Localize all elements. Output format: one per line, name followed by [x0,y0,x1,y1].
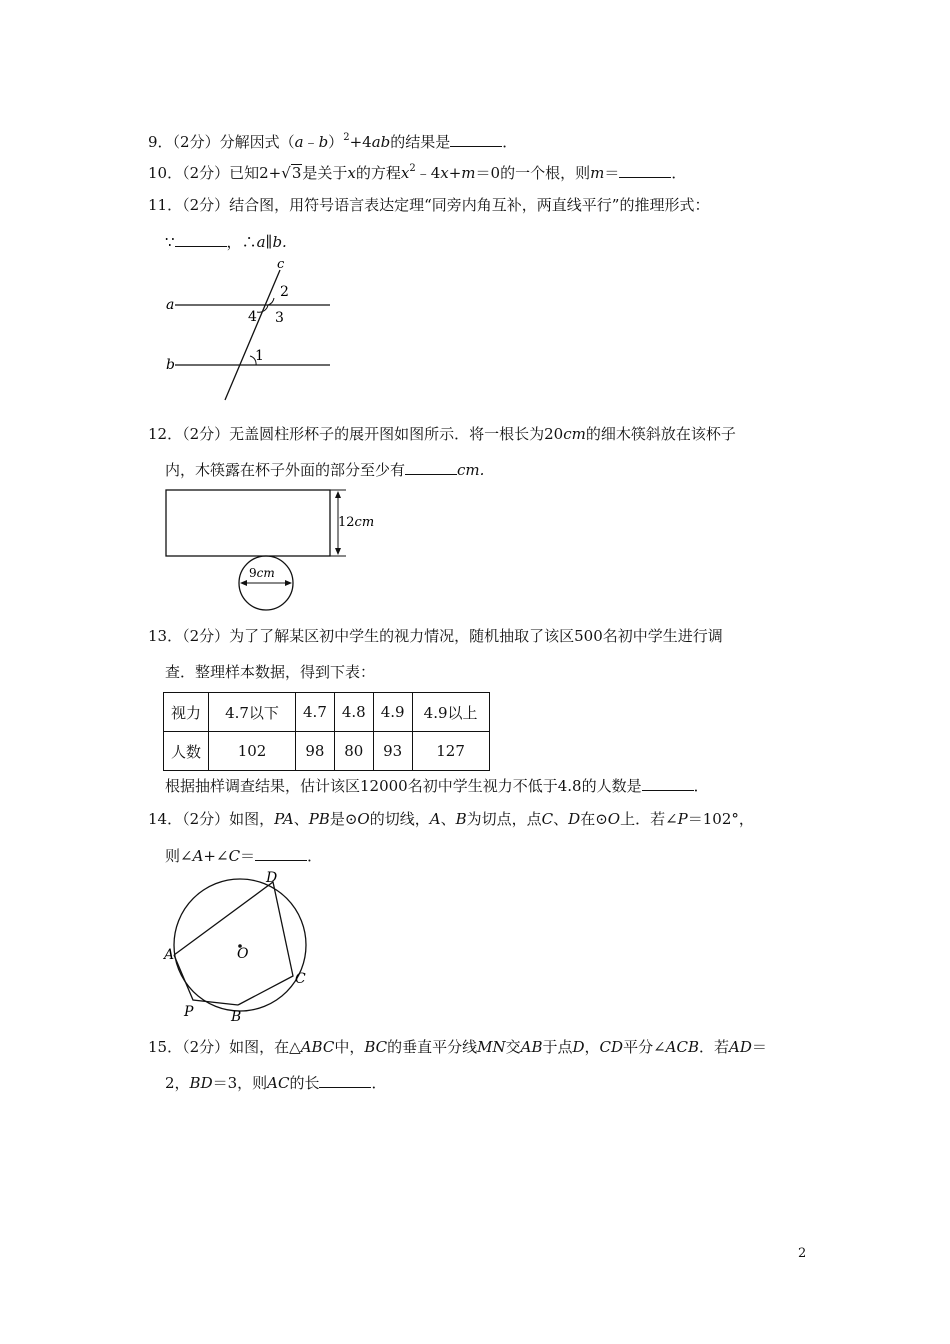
question-number: 15． [148,1038,183,1056]
figure-cylinder-net [160,485,390,615]
label-c: c [277,257,285,272]
question-13: 13．（2分）为了了解某区初中学生的视力情况，随机抽取了该区500名初中学生进行调 [148,627,723,645]
table-cell: 127 [412,732,489,771]
question-12-line2: 内，木筷露在杯子外面的部分至少有 cm. [165,461,485,479]
question-11-answer: ∵ ，∴a∥b. [165,233,287,251]
label-P: P [184,1004,194,1020]
label-O: O [237,946,249,962]
question-11: 11．（2分）结合图，用符号语言表达定理“同旁内角互补，两直线平行”的推理形式： [148,196,710,214]
table-cell: 4.7以下 [209,693,296,732]
label-b: b [166,357,175,373]
figure-circle-tangents [160,870,320,1025]
table-cell: 98 [296,732,335,771]
angle-arc-2 [268,298,274,305]
question-number: 11． [148,196,183,214]
question-14-line2: 则∠A+∠C＝ ． [165,847,323,865]
label-2: 2 [280,284,289,300]
label-4: 4 [248,309,257,325]
angle-arc-3 [257,305,268,312]
question-15: 15．（2分）如图，在△ABC中，BC的垂直平分线MN交AB于点D，CD平分∠ACB．若AD＝ [148,1038,767,1056]
answer-blank [450,132,502,147]
question-9: 9．（2分）分解因式（a﹣b）$^2$+4ab的结果是 ． [148,132,518,151]
arrow-head-down [335,548,341,555]
question-number: 9． [148,133,173,151]
table-cell: 4.9以上 [412,693,489,732]
label-C: C [295,971,306,987]
question-number: 10． [148,164,183,182]
figure-parallel-lines [160,255,340,405]
cylinder-side-rect [166,490,330,556]
table-cell: 4.8 [334,693,373,732]
label-a: a [166,297,175,313]
answer-blank [619,163,671,178]
diameter-label: 9cm [249,566,275,580]
table-cell: 4.9 [373,693,412,732]
arrow-head-right [285,580,292,586]
label-A: A [164,947,175,963]
table-cell: 93 [373,732,412,771]
page-number: 2 [798,1246,807,1261]
height-label: 12cm [338,515,375,530]
question-15-line2: 2，BD＝3，则AC的长 ． [165,1074,387,1092]
question-14: 14．（2分）如图，PA、PB是⊙O的切线，A、B为切点，点C、D在⊙O上．若∠P＝102°， [148,810,754,828]
question-12: 12．（2分）无盖圆柱形杯子的展开图如图所示．将一根长为20cm的细木筷斜放在该杯子 [148,425,736,443]
table-row [164,732,490,771]
label-3: 3 [275,310,284,326]
answer-blank [319,1073,371,1088]
question-13-line2: 查．整理样本数据，得到下表： [165,663,376,681]
label-D: D [266,870,278,886]
answer-blank [255,846,307,861]
question-number: 13． [148,627,183,645]
vision-table [163,692,490,771]
table-row [164,693,490,732]
label-B: B [231,1009,242,1025]
answer-blank [175,232,227,247]
table-cell: 视力 [164,693,209,732]
answer-blank [405,460,457,475]
table-cell: 人数 [164,732,209,771]
table-cell: 102 [209,732,296,771]
answer-blank [642,776,694,791]
arrow-head-left [240,580,247,586]
sqrt-sign: √ [281,164,291,182]
question-10: 10．（2分）已知2+√3是关于x的方程$x^2﹣4x+m=0$的一个根，则m＝ ． [148,163,687,182]
question-13-line3: 根据抽样调查结果，估计该区12000名初中学生视力不低于4.8的人数是 ． [165,777,709,795]
table-cell: 4.7 [296,693,335,732]
arrow-head-up [335,491,341,498]
question-number: 12． [148,425,183,443]
label-1: 1 [255,348,264,364]
table-cell: 80 [334,732,373,771]
question-number: 14． [148,810,183,828]
line-c [225,270,280,400]
